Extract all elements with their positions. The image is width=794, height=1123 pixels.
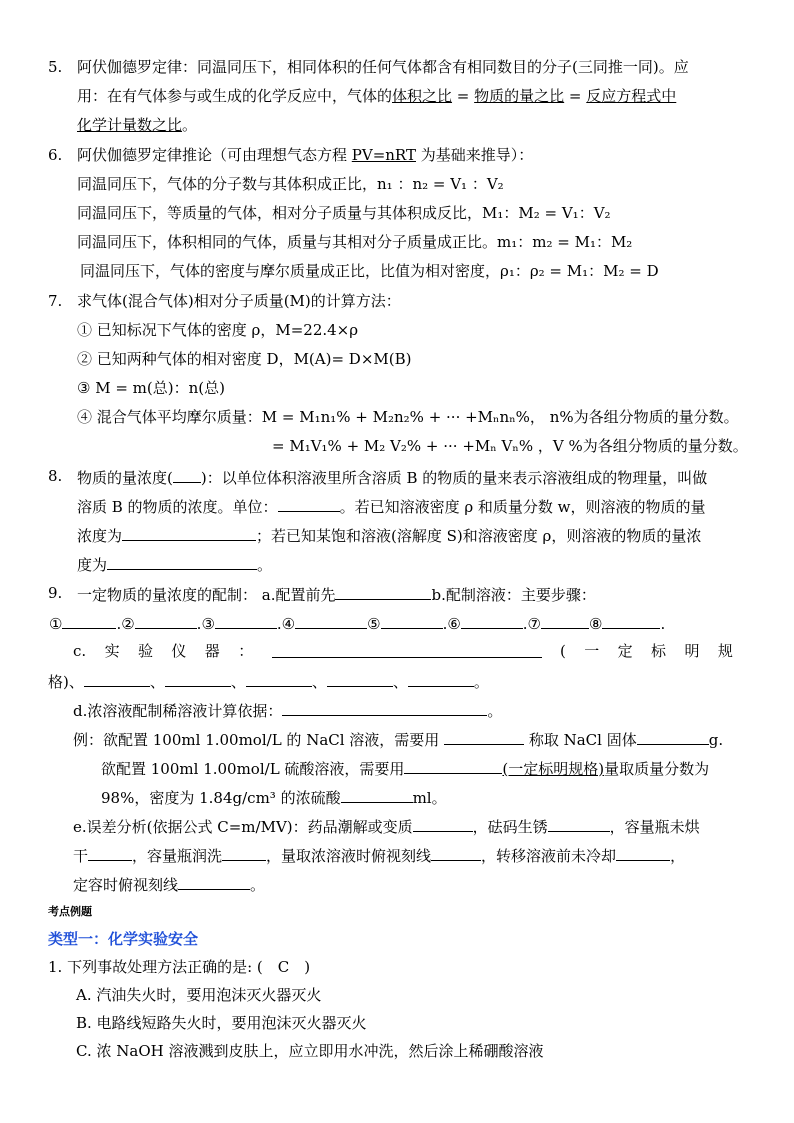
instrument-blank-4[interactable] (327, 670, 393, 687)
example-2-spec-note: (一定标明规格) (502, 760, 605, 778)
error-text: 定容时俯视刻线 (73, 876, 179, 894)
example-2-instrument-blank[interactable] (404, 757, 502, 774)
item-9-text: 一定物质的量浓度的配制： a.配置前先 (77, 586, 336, 604)
question-1-option-b: B. 电路线短路失火时，要用泡沫灭火器灭火 (76, 1014, 367, 1032)
instr-char-3: 仪 (171, 642, 187, 660)
example-2-row (101, 757, 709, 779)
step-3-marker: .③ (196, 615, 215, 633)
item-7-method-1: ① 已知标况下气体的密度 ρ，M=22.4×ρ (77, 321, 359, 339)
item-5-number: 5. (48, 58, 63, 76)
instr-colon: ： (238, 642, 254, 660)
error-analysis-row3 (73, 873, 265, 895)
item-6-text-end: 为基础来推导）： (415, 146, 534, 164)
instr-char-4: 器 (204, 642, 220, 660)
dilution-label: d.浓溶液配制稀溶液计算依据： (73, 702, 283, 720)
instr-note-4: 明 (684, 642, 700, 660)
instruments-blank[interactable] (272, 641, 542, 658)
error-text: ，量取浓溶液时俯视刻线 (266, 847, 432, 865)
item-7-number: 7. (48, 292, 63, 310)
item-9-steps-label: b.配制溶液：主要步骤： (431, 586, 596, 604)
period: 。 (487, 702, 503, 720)
item-8-text-end: )：以单位体积溶液里所含溶质 B 的物质的量来表示溶液组成的物理量，叫做 (200, 469, 708, 487)
error-text: ，砝码生锈 (472, 818, 548, 836)
item-9-steps-row (49, 612, 665, 634)
item-5-equation-ratio: 反应方程式中 (586, 87, 677, 105)
error-blank-1[interactable] (413, 815, 473, 832)
item-8-symbol-blank[interactable] (173, 466, 201, 483)
item-6-inference-4: 同温同压下，气体的密度与摩尔质量成正比，比值为相对密度，ρ₁：ρ₂ = M₁：M₂ = D (80, 262, 659, 280)
item-8-unit-blank[interactable] (278, 495, 340, 512)
item-9-instruments-row2 (48, 670, 489, 692)
steps-end: . (660, 615, 666, 633)
step-6-marker: .⑥ (442, 615, 461, 633)
instrument-blank-3[interactable] (246, 670, 312, 687)
error-blank-3[interactable] (88, 844, 132, 861)
item-6-text: 阿伏伽德罗定律推论（可由理想气态方程 (77, 146, 352, 164)
question-1-option-a: A. 汽油失火时，要用泡沫灭火器灭火 (76, 986, 322, 1004)
item-7-method-3: ③ M = m(总)：n(总) (77, 379, 225, 397)
instr-note-3: 标 (651, 642, 667, 660)
item-8-conc-label-2: 度为 (77, 556, 108, 574)
item-8-text: 物质的量浓度( (77, 469, 173, 487)
example-1-text-2: 称取 NaCl 固体 (524, 731, 637, 749)
instrument-blank-1[interactable] (84, 670, 150, 687)
item-5-line2 (77, 86, 676, 108)
example-1-unit: g. (708, 731, 724, 749)
step-4-marker: .④ (276, 615, 296, 633)
example-2-unit: ml。 (412, 789, 447, 807)
item-8-line3 (77, 524, 701, 546)
item-5-mole-ratio: 物质的量之比 (474, 87, 565, 105)
error-blank-6[interactable] (616, 844, 670, 861)
error-blank-4[interactable] (222, 844, 266, 861)
item-5-eq1: = (452, 87, 475, 105)
period: 。 (250, 876, 266, 894)
example-2-text-3: 98%，密度为 1.84g/cm³ 的浓硫酸 (101, 789, 341, 807)
error-analysis-row2 (73, 844, 685, 866)
type-1-heading: 类型一：化学实验安全 (48, 930, 199, 948)
instr-note-1: 一 (584, 642, 600, 660)
step-1-marker: ① (49, 615, 63, 633)
item-6-ideal-gas-equation: PV=nRT (351, 146, 416, 164)
item-8-period: 。 (257, 556, 273, 574)
step-7-marker: .⑦ (522, 615, 541, 633)
instr-char-1: 实 (104, 642, 120, 660)
item-6-inference-2: 同温同压下，等质量的气体，相对分子质量与其体积成反比，M₁：M₂ = V₁：V₂ (77, 204, 611, 222)
item-8-conc-blank-2[interactable] (107, 553, 257, 570)
example-2-text-2: 量取质量分数为 (604, 760, 710, 778)
step-5-blank[interactable] (381, 612, 443, 629)
error-analysis-row1 (73, 815, 700, 837)
item-7-method-2: ② 已知两种气体的相对密度 D，M(A)= D×M(B) (77, 350, 412, 368)
error-blank-7[interactable] (178, 873, 250, 890)
item-8-conc-label: 浓度为 (77, 527, 123, 545)
item-8-text: ；若已知某饱和溶液(溶解度 S)和溶液密度 ρ，则溶液的物质的量浓 (256, 527, 702, 545)
item-9-number: 9. (48, 584, 63, 602)
item-6-inference-3: 同温同压下，体积相同的气体，质量与其相对分子质量成正比。m₁：m₂ = M₁：M₂ (77, 233, 633, 251)
instrument-blank-2[interactable] (165, 670, 231, 687)
instr-note-2: 定 (617, 642, 633, 660)
instr-spec-end: 格)、 (48, 673, 84, 691)
step-2-blank[interactable] (135, 612, 197, 629)
item-5-coefficient-ratio: 化学计量数之比 (77, 116, 183, 134)
separator: 、 (149, 673, 165, 691)
item-8-unit-label: 溶质 B 的物质的浓度。单位： (77, 498, 278, 516)
item-9-before-blank[interactable] (335, 583, 431, 600)
step-3-blank[interactable] (215, 612, 277, 629)
example-1-row (73, 728, 723, 750)
item-5-volume-ratio: 体积之比 (392, 87, 453, 105)
instr-c: c. (73, 642, 87, 660)
item-7-title: 求气体(混合气体)相对分子质量(M)的计算方法： (77, 292, 401, 310)
period: 。 (473, 673, 489, 691)
example-2-text: 欲配置 100ml 1.00mol/L 硫酸溶液，需要用 (101, 760, 405, 778)
example-1-mass-blank[interactable] (637, 728, 709, 745)
error-text: 干 (73, 847, 89, 865)
step-2-marker: .② (116, 615, 135, 633)
item-6-line1 (77, 145, 533, 167)
item-9-instruments-row (73, 641, 733, 663)
item-8-line1 (77, 466, 707, 488)
question-1-stem: 1. 下列事故处理方法正确的是: ( C ) (48, 958, 311, 976)
step-8-marker: ⑧ (589, 615, 603, 633)
item-9-dilution-row (73, 699, 502, 721)
example-1-instrument-blank[interactable] (444, 728, 524, 745)
question-1-option-c: C. 浓 NaOH 溶液溅到皮肤上，应立即用水冲洗，然后涂上稀硼酸溶液 (76, 1042, 544, 1060)
instr-note-5: 规 (717, 642, 733, 660)
item-5-line3 (77, 115, 197, 137)
error-blank-5[interactable] (431, 844, 481, 861)
example-2-volume-blank[interactable] (341, 786, 413, 803)
error-text: ，容量瓶未烘 (609, 818, 700, 836)
step-6-blank[interactable] (461, 612, 523, 629)
item-9-line1 (77, 583, 596, 605)
step-7-blank[interactable] (541, 612, 589, 629)
item-8-number: 8. (48, 467, 63, 485)
error-text: ， (670, 847, 686, 865)
item-7-method-4: ④ 混合气体平均摩尔质量：M = M₁n₁% + M₂n₂% + ··· +Mₙnₙ%， n%为各组分物质的量分数。 (77, 408, 739, 426)
step-8-blank[interactable] (602, 612, 660, 629)
instr-char-2: 验 (137, 642, 153, 660)
item-8-line4 (77, 553, 272, 575)
item-8-text: 。若已知溶液密度 ρ 和质量分数 w，则溶液的物质的量 (339, 498, 706, 516)
separator: 、 (392, 673, 408, 691)
step-1-blank[interactable] (62, 612, 116, 629)
section-label: 考点例题 (48, 905, 92, 918)
item-5-eq2: = (564, 87, 587, 105)
error-blank-2[interactable] (548, 815, 610, 832)
error-analysis-label: e.误差分析(依据公式 C=m/MV)：药品潮解或变质 (73, 818, 413, 836)
step-5-marker: ⑤ (367, 615, 381, 633)
separator: 、 (311, 673, 327, 691)
separator: 、 (230, 673, 246, 691)
item-5-text: 用：在有气体参与或生成的化学反应中，气体的 (77, 87, 393, 105)
item-6-number: 6. (48, 146, 63, 164)
instr-paren: ( (559, 642, 566, 660)
example-2-row2 (101, 786, 447, 808)
example-1-text: 例：欲配置 100ml 1.00mol/L 的 NaCl 溶液，需要用 (73, 731, 445, 749)
item-7-method-4-cont: = M₁V₁% + M₂ V₂% + ··· +Mₙ Vₙ% ，V %为各组分物质的量分数。 (272, 437, 748, 455)
error-text: ，转移溶液前未冷却 (481, 847, 617, 865)
error-text: ，容量瓶润洗 (132, 847, 223, 865)
item-6-inference-1: 同温同压下，气体的分子数与其体积成正比，n₁ ：n₂ = V₁ ：V₂ (77, 175, 504, 193)
item-5-line1: 阿伏伽德罗定律：同温同压下，相同体积的任何气体都含有相同数目的分子(三同推一同)。应 (77, 58, 689, 76)
item-5-period: 。 (182, 116, 198, 134)
instrument-blank-5[interactable] (408, 670, 474, 687)
dilution-blank[interactable] (282, 699, 487, 716)
step-4-blank[interactable] (295, 612, 367, 629)
item-8-line2 (77, 495, 706, 517)
item-8-conc-blank-1[interactable] (122, 524, 256, 541)
